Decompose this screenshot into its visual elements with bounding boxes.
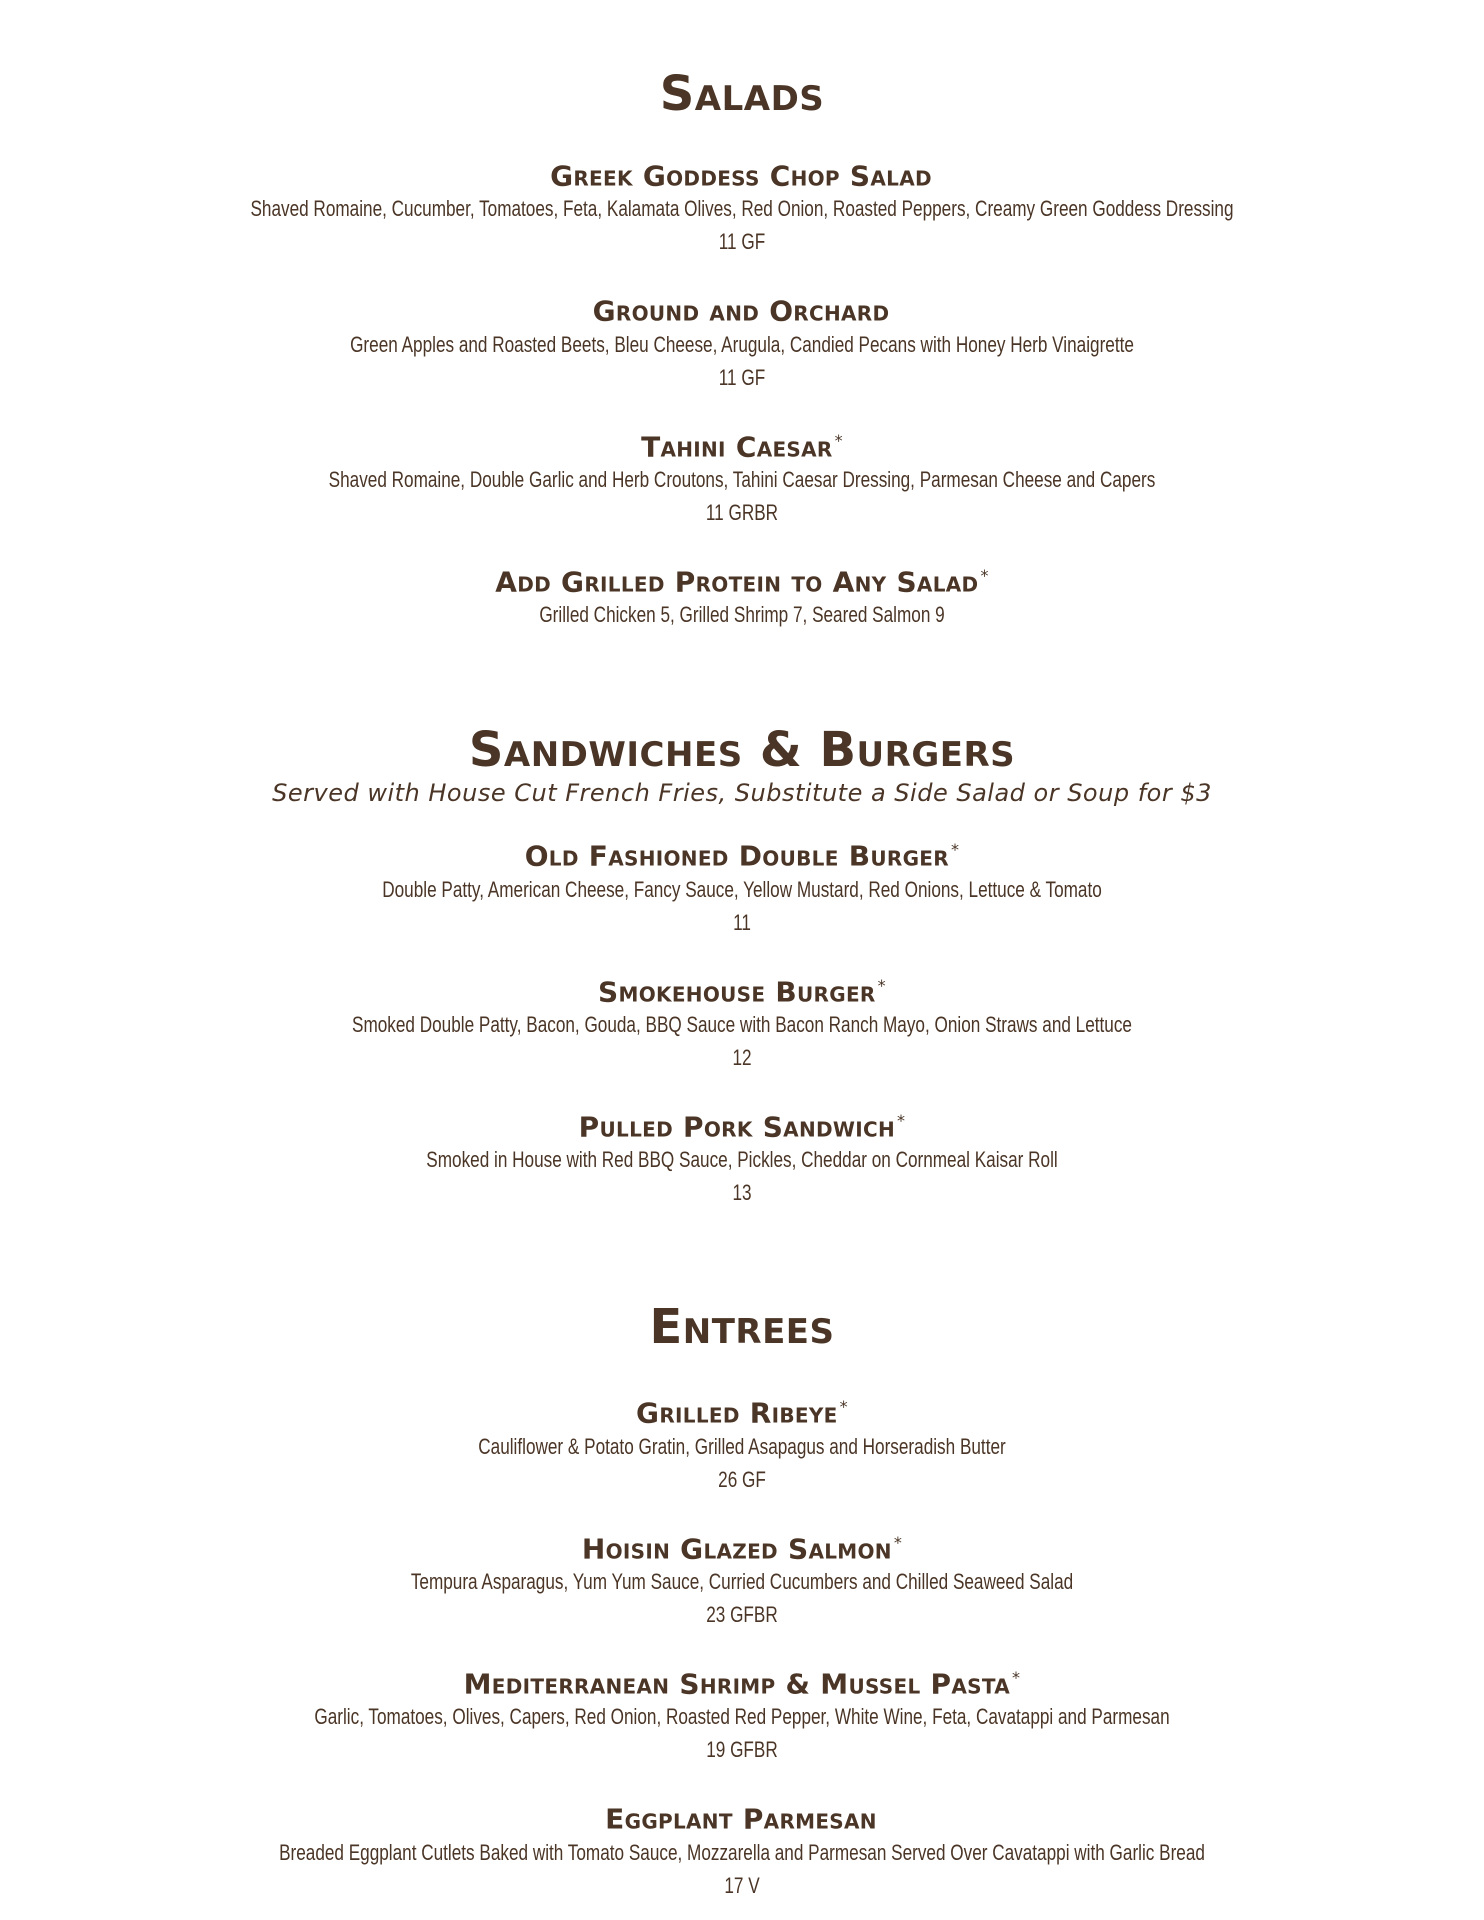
asterisk-mark: *: [950, 840, 960, 860]
item-name: Grilled Ribeye *: [636, 1396, 848, 1430]
item-description: Double Patty, American Cheese, Fancy Sauce, Yellow Mustard, Red Onions, Lettuce & Tomato: [382, 876, 1102, 902]
item-name: Smokehouse Burger *: [598, 974, 886, 1008]
item-name: Tahini Caesar *: [641, 429, 843, 463]
entrees-items: [0, 1391, 1484, 1901]
asterisk-mark: *: [893, 1532, 903, 1552]
item-price: 26 GF: [718, 1466, 766, 1492]
section-title-sandwiches: Sandwiches & Burgers: [468, 722, 1016, 779]
menu-item: [0, 154, 1484, 258]
item-price: 11 GF: [718, 229, 766, 255]
entrees-section: [0, 1301, 1484, 1901]
section-subtitle-sandwiches: Served with House Cut French Fries, Substitute a Side Salad or Soup for $3: [272, 779, 1212, 808]
item-description: Smoked in House with Red BBQ Sauce, Pickles, Cheddar on Cornmeal Kaisar Roll: [426, 1147, 1058, 1173]
menu-item: [0, 1105, 1484, 1209]
item-price: 11 GRBR: [705, 499, 779, 525]
asterisk-mark: *: [897, 1110, 906, 1130]
item-name: Eggplant Parmesan: [605, 1802, 877, 1836]
section-title-entrees: Entrees: [649, 1299, 835, 1356]
item-name: Greek Goddess Chop Salad: [550, 159, 932, 193]
item-description: Smoked Double Patty, Bacon, Gouda, BBQ Sauce with Bacon Ranch Mayo, Onion Straws and Lettuce: [352, 1011, 1132, 1037]
item-description: Shaved Romaine, Double Garlic and Herb Croutons, Tahini Caesar Dressing, Parmesan Cheese and Capers: [328, 466, 1156, 492]
menu-item: [0, 1662, 1484, 1766]
item-price: 12: [732, 1044, 752, 1070]
item-description: Green Apples and Roasted Beets, Bleu Cheese, Arugula, Candied Pecans with Honey Herb Vinaigrette: [350, 331, 1134, 357]
item-price: 11 GF: [718, 364, 766, 390]
menu-item: [0, 1797, 1484, 1901]
item-price: 23 GFBR: [706, 1601, 778, 1627]
menu-item: [0, 834, 1484, 938]
menu-item: [0, 425, 1484, 529]
menu-item: [0, 289, 1484, 393]
item-name: Ground and Orchard: [592, 294, 890, 328]
item-price: 11: [733, 909, 751, 935]
section-title-salads: Salads: [659, 66, 825, 122]
menu-item: [0, 560, 1484, 631]
asterisk-mark: *: [839, 1397, 848, 1417]
item-description: Cauliflower & Potato Gratin, Grilled Asapagus and Horseradish Butter: [478, 1433, 1006, 1459]
item-price: 17 V: [724, 1872, 760, 1898]
item-name: Hoisin Glazed Salmon *: [581, 1531, 903, 1565]
asterisk-mark: *: [834, 430, 843, 450]
item-description: Tempura Asparagus, Yum Yum Sauce, Curried Cucumbers and Chilled Seaweed Salad: [410, 1568, 1074, 1594]
asterisk-mark: *: [980, 565, 989, 585]
salads-items: [0, 154, 1484, 631]
menu-item: [0, 970, 1484, 1074]
item-price: 13: [732, 1180, 752, 1206]
sandwiches-items: [0, 834, 1484, 1209]
item-name: Pulled Pork Sandwich *: [578, 1110, 906, 1144]
item-name: Mediterranean Shrimp & Mussel Pasta *: [463, 1667, 1021, 1701]
item-description: Breaded Eggplant Cutlets Baked with Tomato Sauce, Mozzarella and Parmesan Served Over Cavatappi with Garlic Bread: [279, 1839, 1205, 1865]
item-name: Add Grilled Protein to Any Salad *: [495, 565, 989, 599]
menu-item: [0, 1391, 1484, 1495]
item-price: 19 GFBR: [706, 1737, 778, 1763]
asterisk-mark: *: [1012, 1667, 1021, 1687]
sandwiches-section: [0, 724, 1484, 1209]
item-name: Old Fashioned Double Burger *: [524, 839, 960, 873]
asterisk-mark: *: [877, 975, 886, 995]
item-description: Grilled Chicken 5, Grilled Shrimp 7, Seared Salmon 9: [539, 602, 945, 628]
salads-section: [0, 68, 1484, 631]
item-description: Shaved Romaine, Cucumber, Tomatoes, Feta, Kalamata Olives, Red Onion, Roasted Peppers, Creamy Green Goddess Dressing: [250, 196, 1234, 222]
item-description: Garlic, Tomatoes, Olives, Capers, Red Onion, Roasted Red Pepper, White Wine, Feta, Cavatappi and Parmesan: [314, 1704, 1170, 1730]
menu-item: [0, 1527, 1484, 1631]
